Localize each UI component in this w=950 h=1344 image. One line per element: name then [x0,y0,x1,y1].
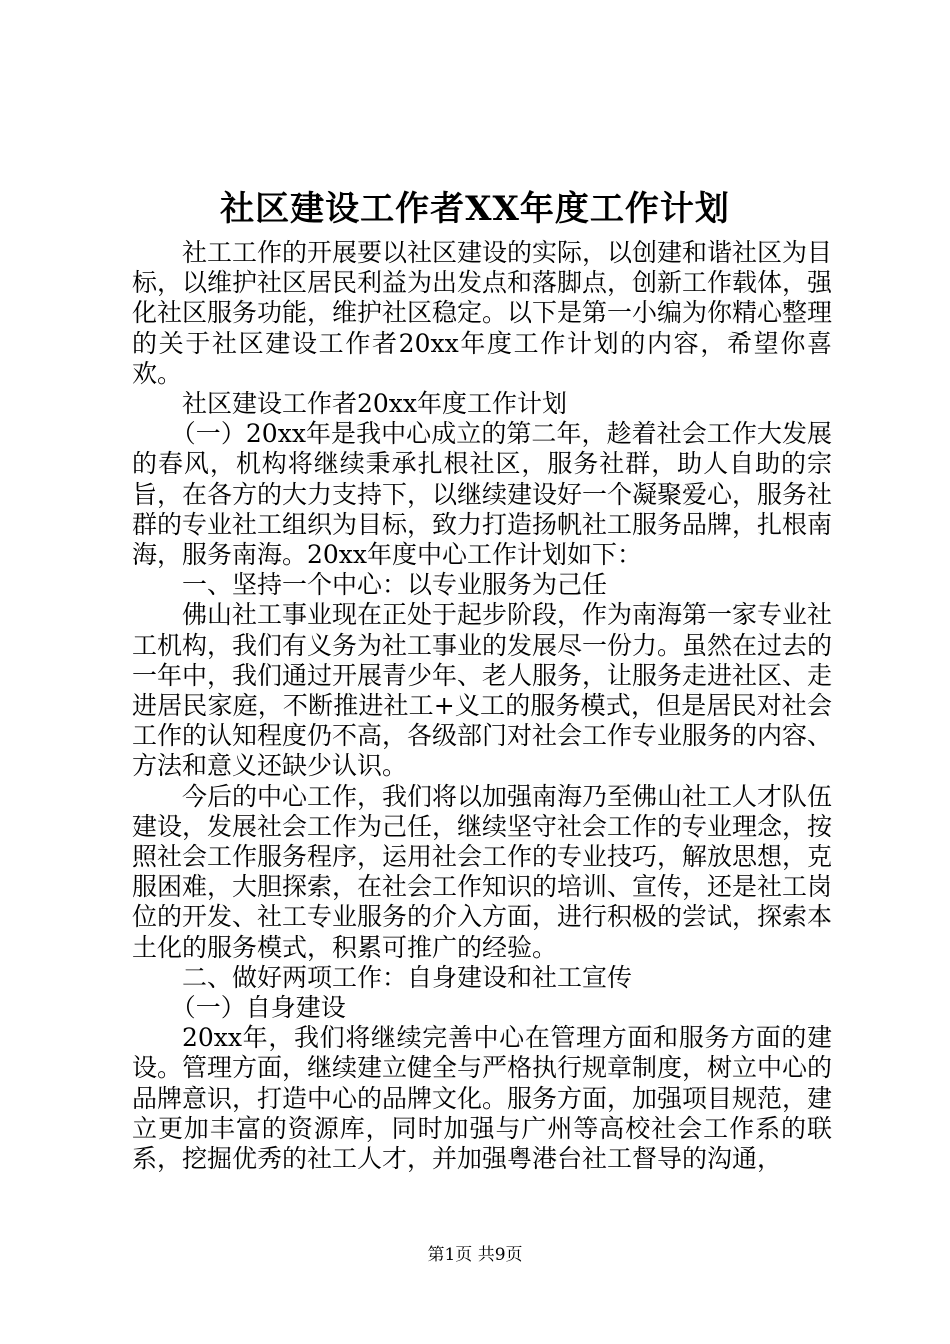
paragraph-self-building: 20xx年，我们将继续完善中心在管理方面和服务方面的建设。管理方面，继续建立健全与严格执行规章制度，树立中心的品牌意识，打造中心的品牌文化。服务方面，加强项目规范，建立更加丰富的资源库，同时加强与广州等高校社会工作系的联系，挖掘优秀的社工人才，并加强粤港台社工督导的沟通， [132,1023,833,1174]
heading-self-building: （一）自身建设 [170,993,346,1023]
heading-two-tasks: 二、做好两项工作：自身建设和社工宣传 [182,962,633,992]
page-footer: 第1页 共9页 [427,1245,523,1265]
document-title: 社区建设工作者XX年度工作计划 [220,189,730,229]
paragraph-intro: 社工工作的开展要以社区建设的实际，以创建和谐社区为目标，以维护社区居民利益为出发点和落脚点，创新工作载体，强化社区服务功能，维护社区稳定。以下是第一小编为你精心整理的关于社区建设工作者20xx年度工作计划的内容，希望你喜欢。 [132,238,833,388]
document-body [132,238,832,1174]
heading-one-center: 一、坚持一个中心：以专业服务为己任 [182,570,608,600]
paragraph-foshan-status: 佛山社工事业现在正处于起步阶段，作为南海第一家专业社工机构，我们有义务为社工事业的发展尽一份力。虽然在过去的一年中，我们通过开展青少年、老人服务，让服务走进社区、走进居民家庭，不断推进社工+义工的服务模式，但是居民对社会工作的认知程度仍不高，各级部门对社会工作专业服务的内容、方法和意义还缺少认识。 [132,600,833,781]
paragraph-section-1: （一）20xx年是我中心成立的第二年，趁着社会工作大发展的春风，机构将继续秉承扎根社区，服务社群，助人自助的宗旨，在各方的大力支持下，以继续建设好一个凝聚爱心，服务社群的专业社工组织为目标，致力打造扬帆社工服务品牌，扎根南海，服务南海。20xx年度中心工作计划如下： [132,419,833,570]
paragraph-future-work: 今后的中心工作，我们将以加强南海乃至佛山社工人才队伍建设，发展社会工作为己任，继续坚守社会工作的专业理念，按照社会工作服务程序，运用社会工作的专业技巧，解放思想，克服困难，大胆探索，在社会工作知识的培训、宣传，还是社工岗位的开发、社工专业服务的介入方面，进行积极的尝试，探索本土化的服务模式，积累可推广的经验。 [132,781,833,962]
paragraph-subtitle: 社区建设工作者20xx年度工作计划 [182,389,568,419]
